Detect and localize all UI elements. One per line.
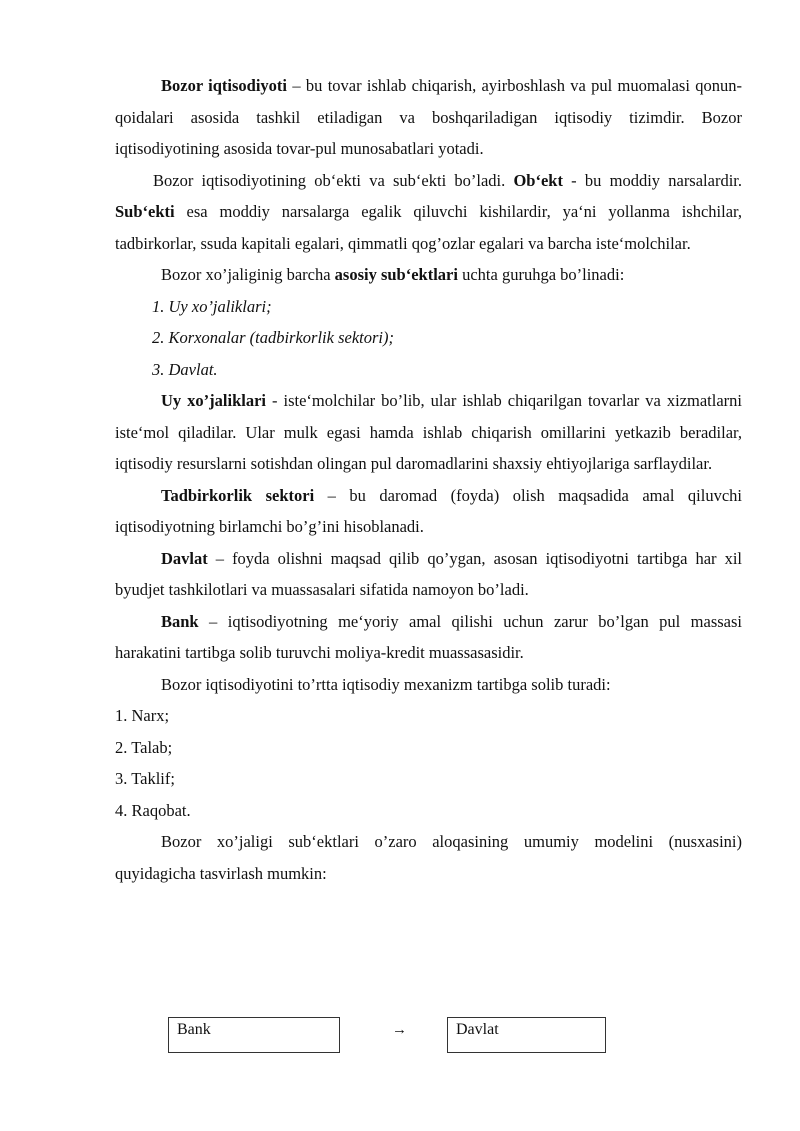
paragraph-text: uchta guruhga bo’linadi:	[457, 265, 625, 284]
list-item: 3. Taklif;	[115, 769, 175, 788]
subjects-list	[152, 291, 742, 386]
paragraph-bank	[115, 606, 742, 669]
paragraph-business-sector	[115, 480, 742, 543]
term-asosiy-subektlari: asosiy sub‘ektlari	[334, 265, 458, 284]
paragraph-text: Bozor xo’jaliginig barcha	[161, 265, 335, 284]
term-bank: Bank	[161, 611, 199, 631]
paragraph-main-subjects	[115, 259, 742, 291]
list-item: 2. Talab;	[115, 737, 173, 757]
paragraph-text: – iqtisodiyotning me‘yoriy amal qilishi uchun zarur bo’lgan pul massasi harakatini tartibga solib turuvchi moliya-kredit muassasasidir.	[115, 611, 742, 662]
diagram-box-davlat: Davlat	[447, 1017, 606, 1053]
term-bozor-iqtisodiyoti: Bozor iqtisodiyoti	[161, 76, 288, 95]
diagram-box-bank: Bank	[168, 1017, 340, 1053]
paragraph-text: – bu tovar ishlab chiqarish, ayirboshlash va pul muomalasi qonun-qoidalari asosida tashkil etiladigan va boshqariladigan iqtisodiy tizimdir. Bozor iqtisodiyotining asosida tovar-pul munosabatlari yotadi.	[115, 76, 742, 158]
paragraph-text: Bozor iqtisodiyotining ob‘ekti va sub‘ekti bo’ladi.	[153, 170, 514, 190]
paragraph-object-subject	[115, 165, 742, 260]
paragraph-model: Bozor xo’jaligi sub‘ektlari o’zaro aloqasining umumiy modelini (nusxasini) quyidagicha tasvirlash mumkin:	[115, 832, 742, 883]
arrow-right-icon: →	[392, 1022, 407, 1038]
list-item: 1. Uy xo’jaliklari;	[152, 296, 272, 316]
paragraph-state	[115, 543, 742, 606]
paragraph-market-economy	[115, 70, 742, 165]
list-item: 3. Davlat.	[152, 359, 218, 379]
paragraph-text: esa moddiy narsalarga egalik qiluvchi kishilardir, ya‘ni yollanma ishchilar, tadbirkorlar, ssuda kapitali egalari, qimmatli qog’ozlar egalari va barcha iste‘molchilar.	[115, 202, 742, 253]
mechanisms-list	[115, 700, 742, 826]
term-tadbirkorlik-sektori: Tadbirkorlik sektori	[161, 485, 315, 505]
list-item: 1. Narx;	[115, 706, 170, 725]
paragraph-text: – bu daromad (foyda) olish maqsadida amal qiluvchi iqtisodiyotning birlamchi bo’g’ini hisoblanadi.	[115, 485, 742, 536]
paragraph-text: - bu moddiy narsalardir.	[562, 170, 743, 190]
paragraph-text: – foyda olishni maqsad qilib qo’ygan, asosan iqtisodiyotni tartibga har xil byudjet tashkilotlari va muassasalari sifatida namoyon bo’ladi.	[115, 548, 742, 599]
paragraph-households	[115, 385, 742, 480]
term-obekt: Ob‘ekt	[513, 170, 563, 190]
list-item: 2. Korxonalar (tadbirkorlik sektori);	[152, 328, 394, 347]
term-davlat: Davlat	[161, 548, 208, 568]
list-item: 4. Raqobat.	[115, 800, 191, 820]
paragraph-text: - iste‘molchilar bo’lib, ular ishlab chiqarilgan tovarlar va xizmatlarni iste‘mol qiladilar. Ular mulk egasi hamda ishlab chiqarish omillarini yetkazib beradilar, iqtisodiy resurslarni sotishdan olingan pul daromadlarini shaxsiy ehtiyojlariga sarflaydilar.	[115, 391, 742, 473]
paragraph-mechanisms: Bozor iqtisodiyotini to’rtta iqtisodiy mexanizm tartibga solib turadi:	[161, 674, 611, 694]
term-subekti: Sub‘ekti	[115, 202, 175, 221]
document-body	[115, 70, 742, 889]
term-uy-xojaliklari: Uy xo’jaliklari	[161, 391, 266, 410]
